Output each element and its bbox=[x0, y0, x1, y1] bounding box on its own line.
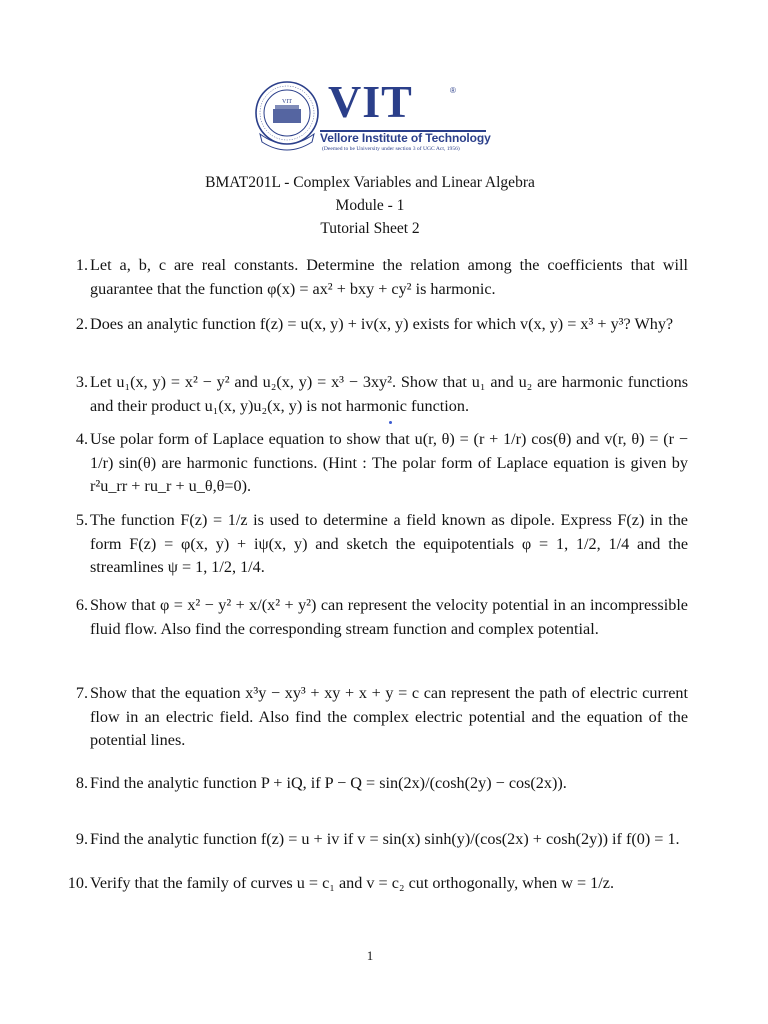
question-text: Verify that the family of curves u = c₁ and v = c₂ cut orthogonally, when w = 1/z. bbox=[90, 874, 615, 892]
question-number: 8. bbox=[75, 774, 88, 792]
question-number: 6. bbox=[75, 596, 88, 614]
sheet-title: Tutorial Sheet 2 bbox=[320, 220, 420, 237]
question-number: 2. bbox=[75, 315, 88, 333]
question-number: 7. bbox=[75, 684, 88, 702]
question-text: Show that the equation x³y − xy³ + xy + x + y = c can represent the path of electric current flow in an electric field. Also find the complex electric potential and the equation of the potential lines. bbox=[90, 684, 688, 749]
question-number: 4. bbox=[75, 430, 88, 448]
question-text: Let u₁(x, y) = x² − y² and u₂(x, y) = x³ − 3xy². Show that u₁ and u₂ are harmonic functions and their product u₁(x, y)u₂(x, y) is not harmonic function. bbox=[90, 373, 688, 415]
question-text: Find the analytic function P + iQ, if P − Q = sin(2x)/(cosh(2y) − cos(2x)). bbox=[90, 774, 567, 792]
question-text: Use polar form of Laplace equation to show that u(r, θ) = (r + 1/r) cos(θ) and v(r, θ) = (r − 1/r) sin(θ) are harmonic functions. (Hint : The polar form of Laplace equation is given by r²u_rr + ru_r + u_θ,θ=0). bbox=[90, 430, 688, 495]
question-number: 10. bbox=[67, 874, 88, 892]
question-text: Show that φ = x² − y² + x/(x² + y²) can represent the velocity potential in an incompressible fluid flow. Also find the corresponding stream function and complex potential. bbox=[90, 596, 688, 638]
vit-wordmark: VIT bbox=[328, 76, 413, 127]
question-number: 9. bbox=[75, 830, 88, 848]
module-label: Module - 1 bbox=[335, 197, 405, 214]
question-text: Does an analytic function f(z) = u(x, y) + iv(x, y) exists for which v(x, y) = x³ + y³? Why? bbox=[90, 315, 674, 333]
page-number: 1 bbox=[366, 948, 374, 963]
question-text: The function F(z) = 1/z is used to determine a field known as dipole. Express F(z) in the form F(z) = φ(x, y) + iψ(x, y) and sketch the equipotentials φ = 1, 1/2, 1/4 and the streamlines ψ = 1, 1/2, 1/4. bbox=[90, 511, 688, 576]
question-text: Find the analytic function f(z) = u + iv if v = sin(x) sinh(y)/(cos(2x) + cosh(2y)) if f(0) = 1. bbox=[90, 830, 680, 848]
institute-name: Vellore Institute of Technology bbox=[320, 131, 491, 145]
vit-seal-emblem bbox=[254, 80, 320, 154]
course-title: BMAT201L - Complex Variables and Linear Algebra bbox=[205, 174, 535, 191]
question-number: 5. bbox=[75, 511, 88, 529]
institute-subtitle: (Deemed to be University under section 3 of UGC Act, 1956) bbox=[322, 146, 460, 152]
question-text: Let a, b, c are real constants. Determine the relation among the coefficients that will guarantee that the function φ(x) = ax² + bxy + cy² is harmonic. bbox=[90, 256, 688, 298]
question-number: 3. bbox=[75, 373, 88, 391]
vit-logo bbox=[254, 76, 494, 158]
registered-mark: ® bbox=[450, 86, 456, 95]
svg-text:VIT: VIT bbox=[282, 99, 292, 105]
question-number: 1. bbox=[75, 256, 88, 274]
stray-dot bbox=[389, 421, 392, 424]
